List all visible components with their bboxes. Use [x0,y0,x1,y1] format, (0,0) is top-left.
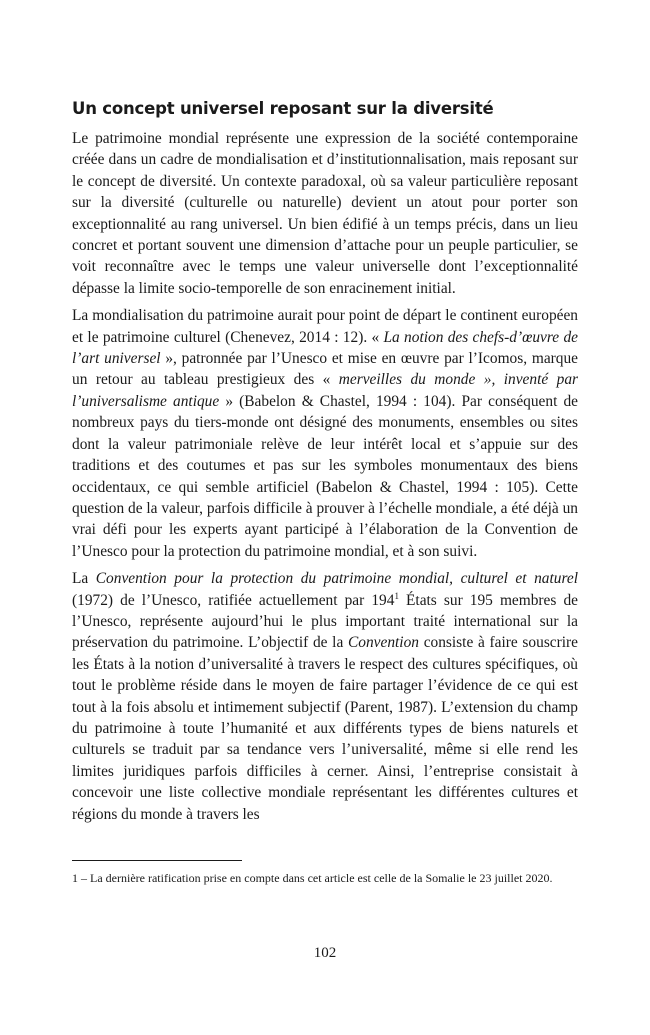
quote-chefs-doeuvre: La notion des chefs-d’œuvre de l’art universel [72,328,578,368]
page-number: 102 [313,945,337,961]
paragraph-3 [72,568,578,825]
quote-merveilles-du-monde: merveilles du monde », inventé par l’universalisme antique [72,371,579,410]
paragraph-2-text-3: » (Babelon & Chastel, 1994 : 104). Par conséquent de nombreux pays du tiers-monde ont désigné des monuments, ensembles ou sites dont la valeur patrimoniale relève de leur intérêt local et s’appuie sur des traditions et des coutumes et pas sur les symboles monumentaux des biens occidentaux, ce qui semble artificiel (Babelon & Chastel, 1994 : 105). Cette question de la valeur, parfois difficile à prouver à l’échelle mondiale, a été déjà un vrai défi pour les experts ayant participé à l’élaboration de la Convention de l’Unesco pour la protection du patrimoine mondial, et à son suivi. [72,392,579,560]
footnote-1: 1 – La dernière ratification prise en compte dans cet article est celle de la Somalie le 23 juillet 2020. [72,871,553,885]
paragraph-1: Le patrimoine mondial représente une expression de la société contemporaine créée dans un cadre de mondialisation et d’institutionnalisation, mais reposant sur le concept de diversité. Un contexte paradoxal, où sa valeur particulière reposant sur la diversité (culturelle ou naturelle) devient un atout pour porter son exceptionnalité au rang universel. Un bien édifié à un temps précis, dans un lieu concret et portant souvent une dimension d’attache pour un peuple particulier, se voit reconnaître avec le temps une valeur universelle dont l’exceptionnalité dépasse la limite socio-temporelle de son enracinement initial. [72,130,578,297]
paragraph-2-text-1: La mondialisation du patrimoine aurait pour point de départ le continent européen et le patrimoine culturel (Chenevez, 2014 : 12). « [72,307,578,346]
footnote-reference[interactable]: 1 [394,590,399,601]
convention-title: Convention pour la protection du patrimoine mondial, culturel et naturel [95,570,578,588]
footnote-divider [72,860,242,861]
paragraph-2 [72,305,578,562]
paragraph-3-text-1: La [72,570,96,588]
convention-short-title: Convention [348,634,419,652]
page-body [72,98,578,831]
paragraph-3-text-4: consiste à faire souscrire les États à la notion d’universalité à travers le respect des cultures spécifiques, où tout le problème réside dans le moyen de faire partager l’évidence de ce qui est tout à la fois absolu et intimement subjectif (Parent, 1987). L’extension du champ du patrimoine à toute l’humanité et aux différents types de biens naturels et culturels se traduit par sa tendance vers l’universalité, même si elle rend les limites juridiques parfois difficiles à cerner. Ainsi, l’entreprise consistait à concevoir une liste collective mondiale représentant les différentes cultures et régions du monde à travers les [72,634,578,823]
paragraph-2-text-2: », patronnée par l’Unesco et mise en œuvre par l’Icomos, marque un retour au tableau prestigieux des « [72,350,579,389]
paragraph-3-text-3: États sur 195 membres de l’Unesco, représente aujourd’hui le plus important traité international sur la préservation du patrimoine. L’objectif de la [72,591,578,652]
section-heading: Un concept universel reposant sur la diversité [72,99,494,118]
paragraph-3-text-2: (1972) de l’Unesco, ratifiée actuellement par 194 [72,591,395,609]
